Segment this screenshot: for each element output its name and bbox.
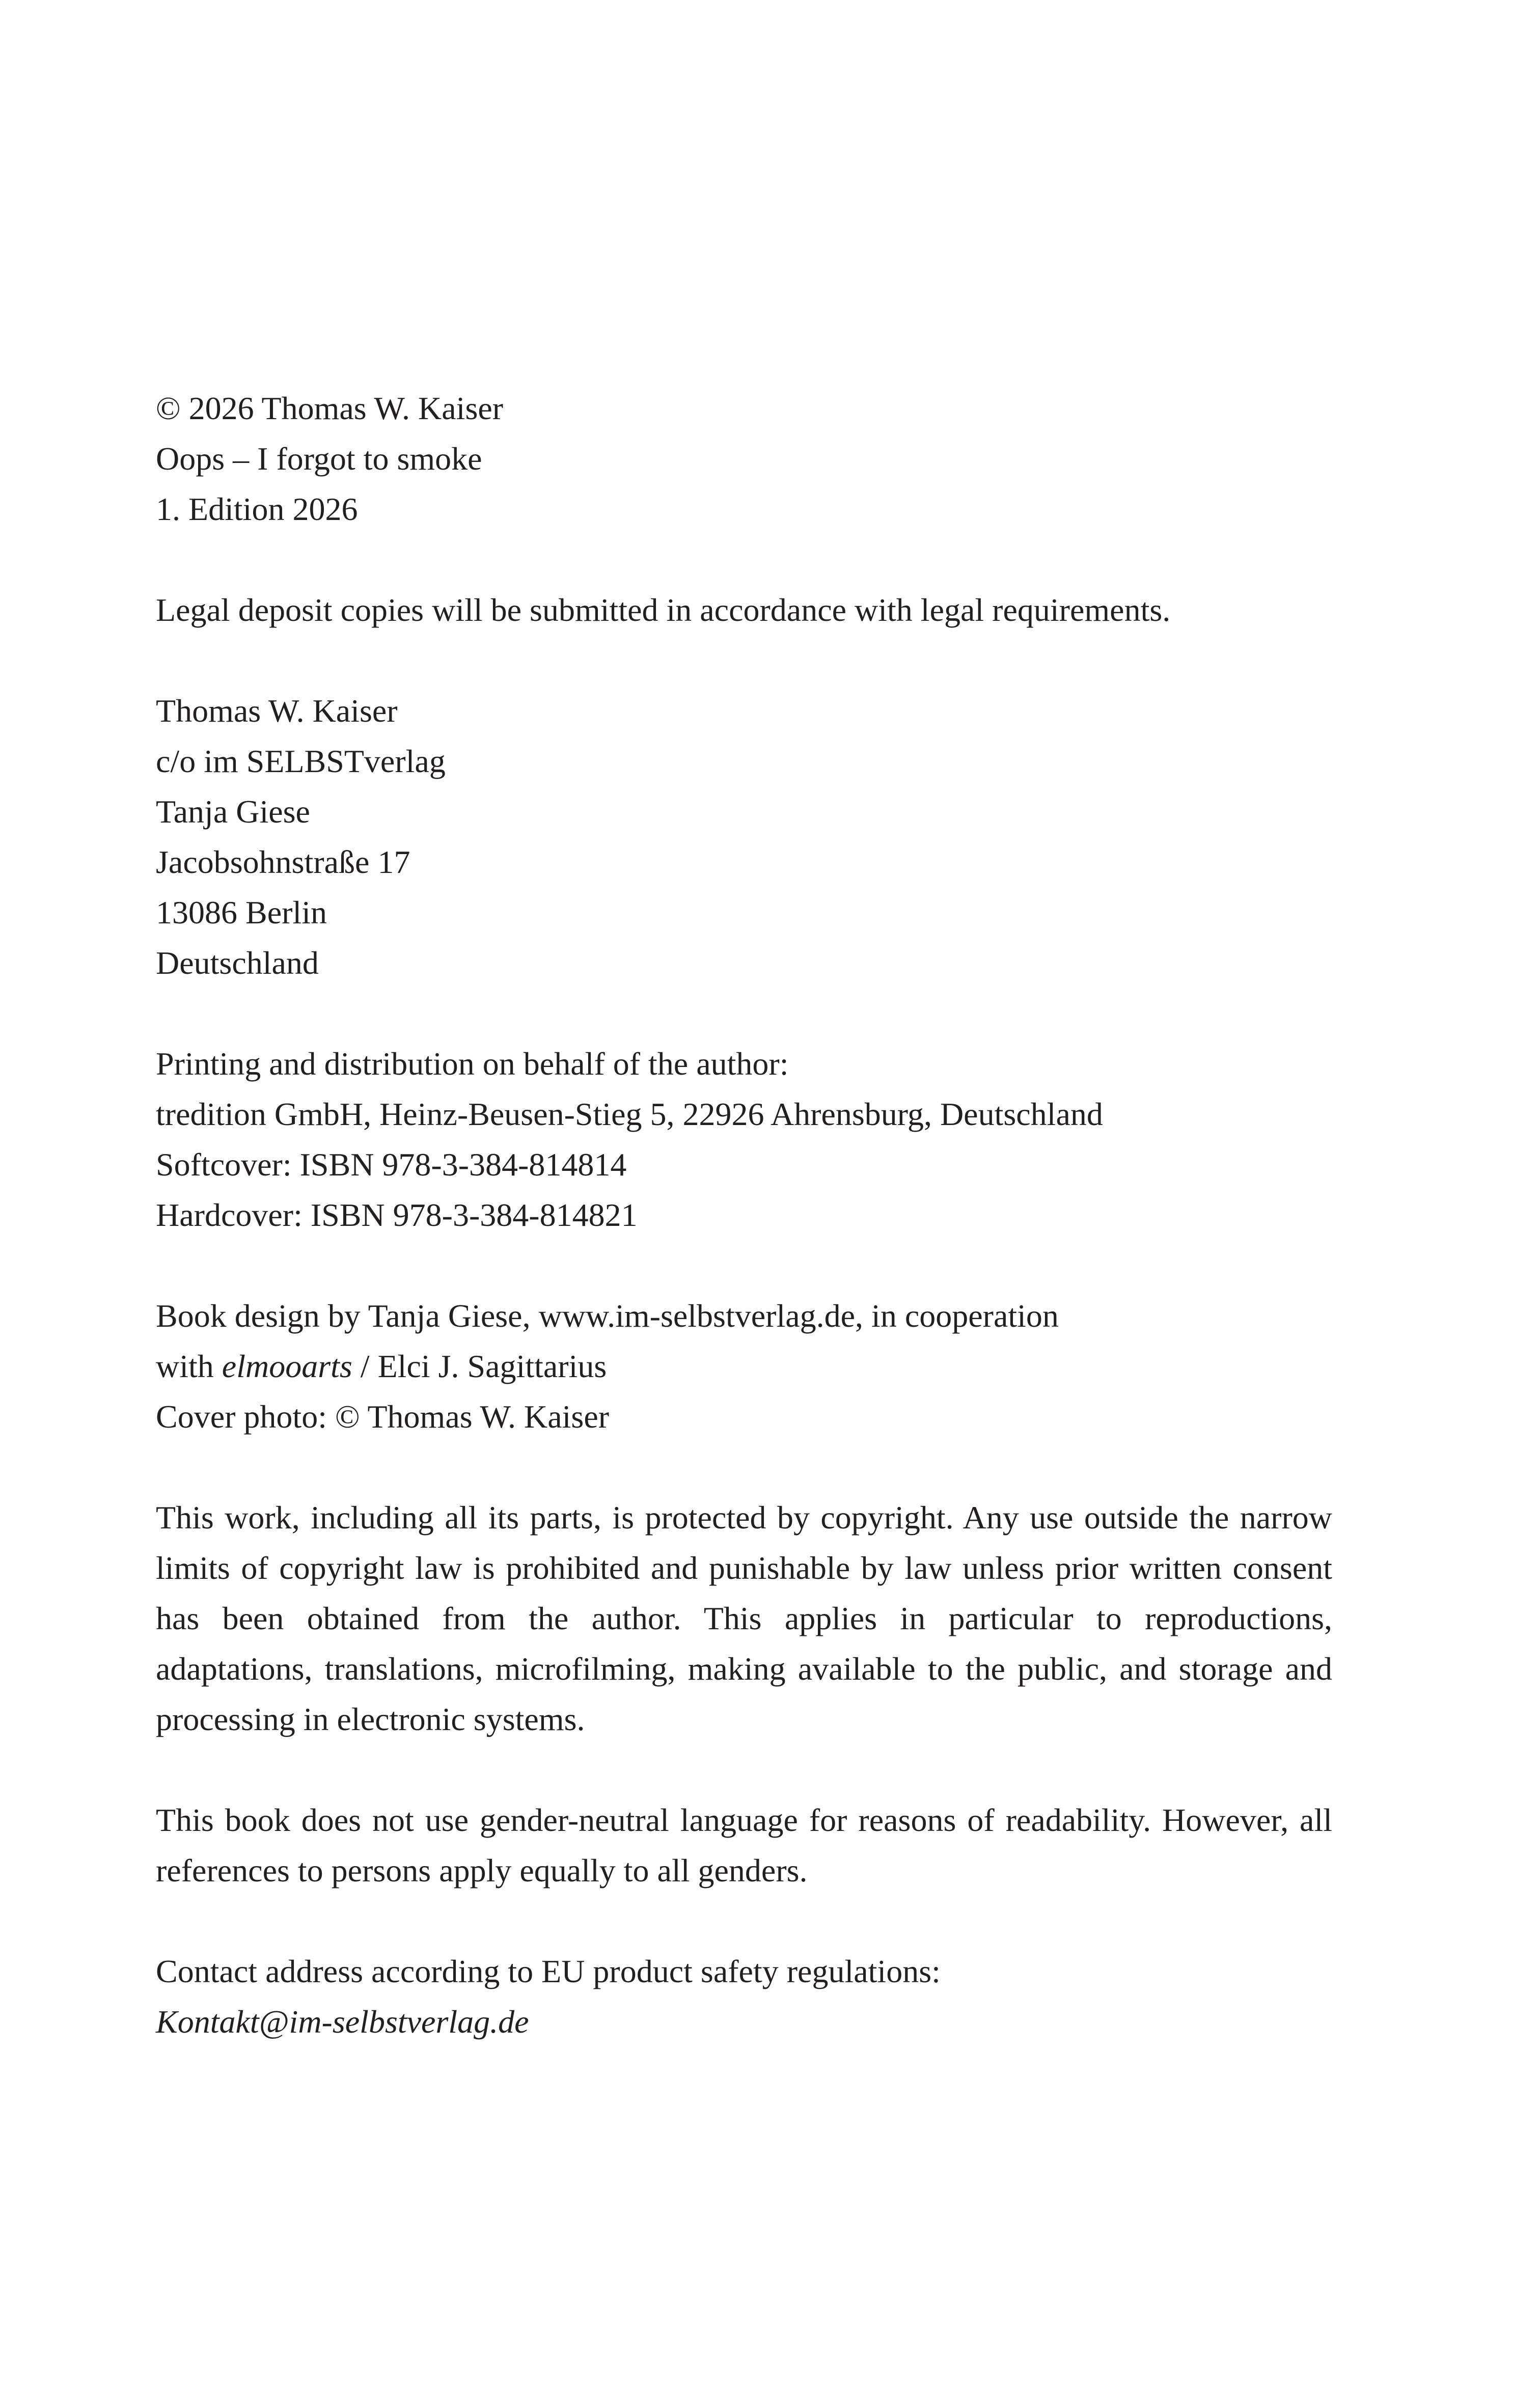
address-line-name: Thomas W. Kaiser: [156, 693, 398, 729]
contact-heading: Contact address according to EU product safety regulations:: [156, 1953, 941, 1989]
legal-deposit: [156, 585, 1332, 635]
imprint-header: [156, 383, 1332, 534]
printing-heading: Printing and distribution on behalf of the author:: [156, 1046, 789, 1082]
design-credit-line: Book design by Tanja Giese, www.im-selbstverlag.de, in cooperation: [156, 1298, 1059, 1334]
edition-line: 1. Edition 2026: [156, 491, 358, 527]
address-line-country: Deutschland: [156, 945, 319, 981]
address-line-street: Jacobsohnstraße 17: [156, 844, 410, 880]
address-line-city: 13086 Berlin: [156, 894, 327, 930]
design-credits: [156, 1291, 1332, 1442]
gender-notice: [156, 1795, 1332, 1896]
book-title: Oops – I forgot to smoke: [156, 441, 482, 477]
copyright-notice: [156, 1492, 1332, 1744]
gender-notice-text: This book does not use gender-neutral language for reasons of readability. However, all references to persons apply equally to all genders.: [156, 1802, 1332, 1888]
cover-photo-credit: Cover photo: © Thomas W. Kaiser: [156, 1399, 610, 1435]
printer-address: tredition GmbH, Heinz-Beusen-Stieg 5, 22926 Ahrensburg, Deutschland: [156, 1096, 1103, 1132]
address-line-care-of: c/o im SELBSTverlag: [156, 743, 446, 779]
cooperation-prefix: with: [156, 1348, 222, 1384]
cooperation-suffix: / Elci J. Sagittarius: [352, 1348, 607, 1384]
contact-email: Kontakt@im-selbstverlag.de: [156, 2004, 529, 2040]
hardcover-isbn: Hardcover: ISBN 978-3-384-814821: [156, 1197, 638, 1233]
imprint-content: [156, 383, 1332, 2097]
author-address: [156, 686, 1332, 988]
design-cooperation-line: [156, 1341, 1332, 1391]
copyright-notice-text: This work, including all its parts, is protected by copyright. Any use outside the narrow limits of copyright law is prohibited and punishable by law unless prior written consent has been obtained from the author. This applies in particular to reproductions, adaptations, translations, microfilming, making available to the public, and storage and processing in electronic systems.: [156, 1499, 1332, 1737]
printing-info: [156, 1038, 1332, 1240]
legal-deposit-text: Legal deposit copies will be submitted in accordance with legal requirements.: [156, 592, 1171, 628]
softcover-isbn: Softcover: ISBN 978-3-384-814814: [156, 1146, 627, 1183]
copyright-line: © 2026 Thomas W. Kaiser: [156, 390, 504, 426]
contact-info: [156, 1946, 1332, 2047]
elmooarts-name: elmooarts: [222, 1348, 352, 1384]
address-line-contact: Tanja Giese: [156, 793, 310, 830]
